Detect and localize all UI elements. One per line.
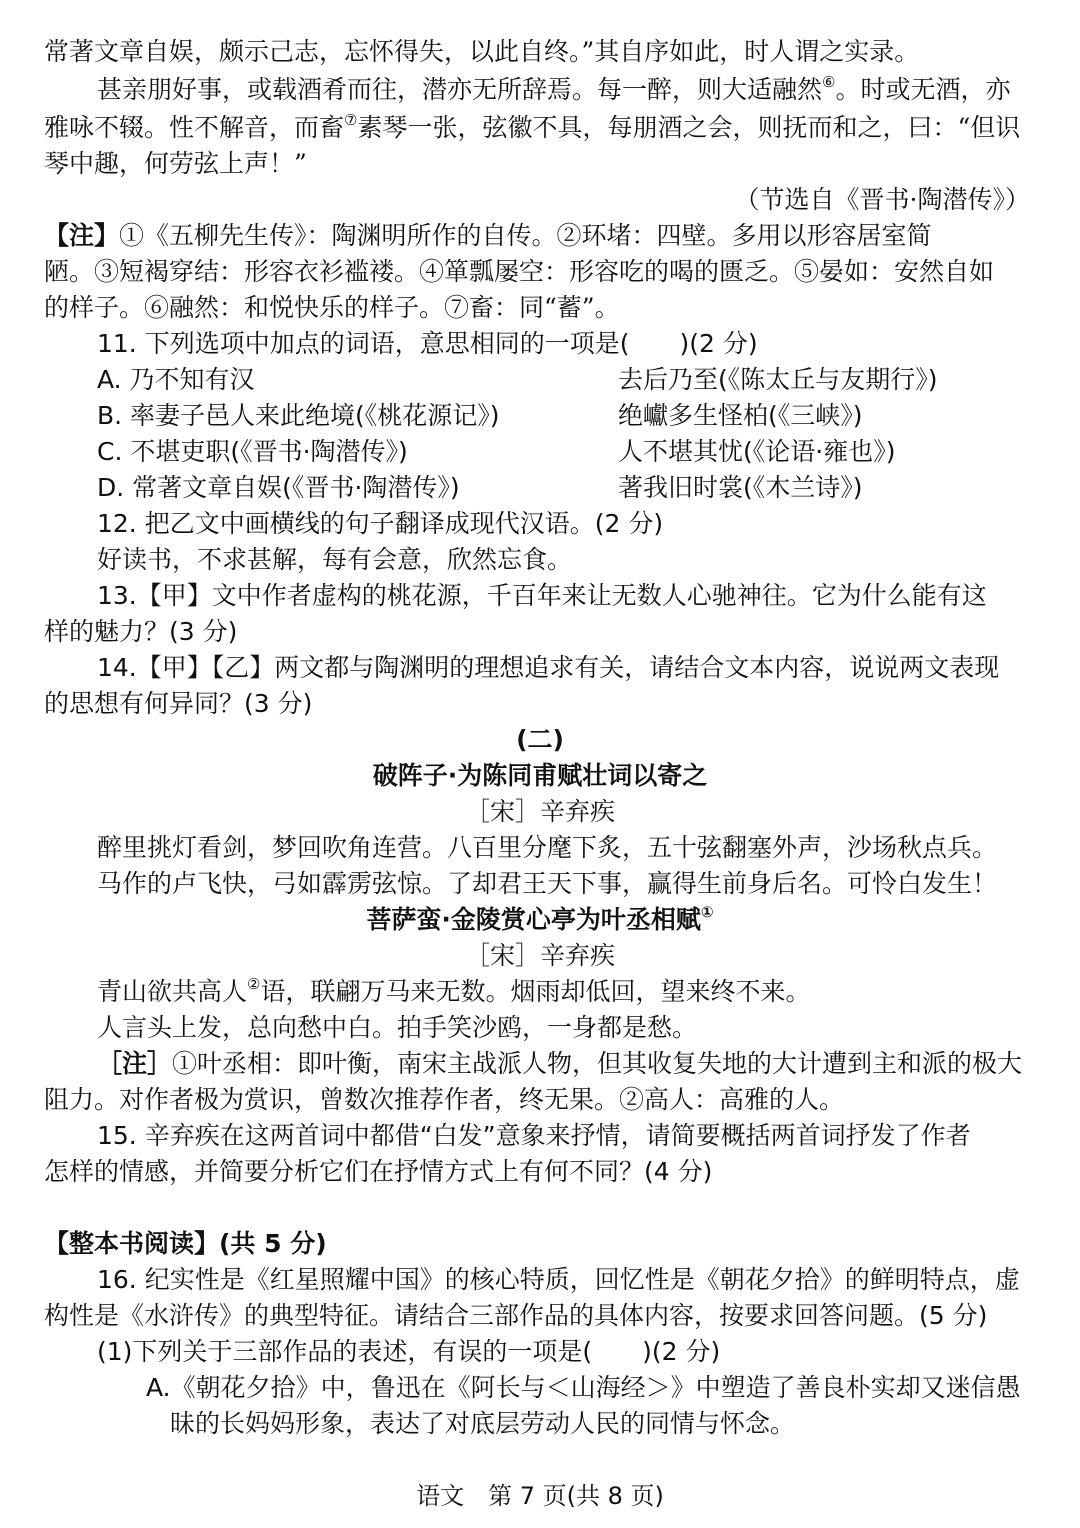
passage-line: 雅咏不辍。性不解音，而畜⑦素琴一张，弦徽不具，每朋酒之会，则抚而和之，曰：“但识 (44, 110, 1021, 142)
passage-line: 琴中趣，何劳弦上声！” (44, 149, 307, 178)
question-12-sentence: 好读书，不求甚解，每有会意，欣然忘食。 (97, 545, 573, 574)
notes-line: ［注］①叶丞相：即叶衡，南宋主战派人物，但其收复失地的大计遭到主和派的极大 (97, 1049, 1023, 1078)
notes-line: 的样子。⑥融然：和悦快乐的样子。⑦畜：同“蓄”。 (44, 293, 620, 322)
question-12-stem: 12. 把乙文中画横线的句子翻译成现代汉语。(2 分) (97, 509, 664, 538)
notes-line: 陋。③短褐穿结：形容衣衫褴褛。④箪瓢屡空：形容吃的喝的匮乏。⑤晏如：安然自如 (44, 257, 995, 286)
section-heading: (二) (516, 725, 564, 754)
question-16-line: 构性是《水浒传》的典型特征。请结合三部作品的具体内容，按要求回答问题。(5 分) (44, 1301, 988, 1330)
poem-title: 菩萨蛮·金陵赏心亭为叶丞相赋① (366, 902, 714, 934)
question-16-option-a: 昧的长妈妈形象，表达了对底层劳动人民的同情与怀念。 (170, 1409, 796, 1438)
footnote-marker: ② (247, 974, 261, 993)
passage-source: （节选自《晋书·陶潜传》） (734, 185, 1030, 214)
notes-line: 阻力。对作者极为赏识，曾数次推荐作者，终无果。②高人：高雅的人。 (44, 1085, 845, 1114)
notes-label: 【注】 (44, 221, 120, 250)
question-14-line: 的思想有何异同？(3 分) (44, 689, 313, 718)
question-15-line: 15. 辛弃疾在这两首词中都借“白发”意象来抒情，请简要概括两首词抒发了作者 (97, 1121, 971, 1150)
notes-line: 【注】①《五柳先生传》：陶渊明所作的自传。②环堵：四壁。多用以形容居室简 (44, 221, 932, 250)
question-16-sub1: (1)下列关于三部作品的表述，有误的一项是( )(2 分) (97, 1337, 721, 1366)
poem-title: 破阵子·为陈同甫赋壮词以寄之 (372, 761, 708, 790)
footnote-marker: ① (700, 902, 714, 921)
passage-line: 甚亲朋好事，或载酒肴而往，潜亦无所辞焉。每一醉，则大适融然⑥。时或无酒，亦 (97, 72, 1011, 104)
question-16-line: 16. 纪实性是《红星照耀中国》的核心特质，回忆性是《朝花夕拾》的鲜明特点，虚 (97, 1265, 1020, 1294)
poem-line: 青山欲共高人②语，联翩万马来无数。烟雨却低回，望来终不来。 (97, 974, 811, 1006)
question-15-line: 怎样的情感，并简要分析它们在抒情方式上有何不同？(4 分) (44, 1157, 713, 1186)
poem-line: 醉里挑灯看剑，梦回吹角连营。八百里分麾下炙，五十弦翻塞外声，沙场秋点兵。 (97, 833, 998, 862)
whole-book-heading: 【整本书阅读】(共 5 分) (44, 1229, 327, 1258)
exam-page: 常著文章自娱，颇示己志，忘怀得失，以此自终。”其自序如此，时人谓之实录。 甚亲朋好事，或载酒肴而往，潜亦无所辞焉。每一醉，则大适融然⑥。时或无酒，亦 雅咏不辍。性不解音，而畜⑦素琴一张，弦徽不具，每朋酒之会，则抚而和之，曰：“但识 琴中趣，何劳弦上声！” （节选自《晋书·陶潜传》） 【注】①《五柳先生传》：陶渊明所作的自传。②环堵：四壁。多用以形容居室简 陋。③短褐穿结：形容衣衫褴褛。④箪瓢屡空：形容吃的喝的匮乏。⑤晏如：安然自如 的样子。⑥融然：和悦快乐的样子。⑦畜：同“蓄”。 11. 下列选项中加点的词语，意思相同的一项是( )(2 分) A. 乃不知有汉 去后乃至(《陈太丘与友期行》) B. 率妻子邑人来此绝境(《桃花源记》) 绝巘多生怪柏(《三峡》) C. 不堪吏职(《晋书·陶潜传》) 人不堪其忧(《论语·雍也》) D. 常著文章自娱(《晋书·陶潜传》) 著我旧时裳(《木兰诗》) 12. 把乙文中画横线的句子翻译成现代汉语。(2 分) 好读书，不求甚解，每有会意，欣然忘食。 13.【甲】文中作者虚构的桃花源，千百年来让无数人心驰神往。它为什么能有这 样的魅力？(3 分) 14.【甲】【乙】两文都与陶渊明的理想追求有关，请结合文本内容，说说两文表现 的思想有何异同？(3 分) (二) 破阵子·为陈同甫赋壮词以寄之 ［宋］辛弃疾 醉里挑灯看剑，梦回吹角连营。八百里分麾下炙，五十弦翻塞外声，沙场秋点兵。 马作的卢飞快，弓如霹雳弦惊。了却君王天下事，赢得生前身后名。可怜白发生！ 菩萨蛮·金陵赏心亭为叶丞相赋① ［宋］辛弃疾 青山欲共高人②语，联翩万马来无数。烟雨却低回，望来终不来。 人言头上发，总向愁中白。拍手笑沙鸥，一身都是愁。 ［注］①叶丞相：即叶衡，南宋主战派人物，但其收复失地的大计遭到主和派的极大 阻力。对作者极为赏识，曾数次推荐作者，终无果。②高人：高雅的人。 15. 辛弃疾在这两首词中都借“白发”意象来抒情，请简要概括两首词抒发了作者 怎样的情感，并简要分析它们在抒情方式上有何不同？(4 分) 【整本书阅读】(共 5 分) 16. 纪实性是《红星照耀中国》的核心特质，回忆性是《朝花夕拾》的鲜明特点，虚 构性是《水浒传》的典型特征。请结合三部作品的具体内容，按要求回答问题。(5 分) (1)下列关于三部作品的表述，有误的一项是( )(2 分) A.《朝花夕拾》中，鲁迅在《阿长与＜山海经＞》中塑造了善良朴实却又迷信愚 昧的长妈妈形象，表达了对底层劳动人民的同情与怀念。 语文 第 7 页(共 8 页) (0, 0, 1080, 1528)
page-footer: 语文 第 7 页(共 8 页) (416, 1482, 664, 1510)
question-14-line: 14.【甲】【乙】两文都与陶渊明的理想追求有关，请结合文本内容，说说两文表现 (97, 653, 1000, 682)
passage-line: 常著文章自娱，颇示己志，忘怀得失，以此自终。”其自序如此，时人谓之实录。 (44, 37, 920, 66)
question-16-option-a: A.《朝花夕拾》中，鲁迅在《阿长与＜山海经＞》中塑造了善良朴实却又迷信愚 (146, 1373, 1021, 1402)
poem-author: ［宋］辛弃疾 (464, 941, 615, 970)
footnote-marker: ⑥ (822, 72, 836, 91)
question-11-stem: 11. 下列选项中加点的词语，意思相同的一项是( )(2 分) (97, 329, 758, 358)
poem-line: 人言头上发，总向愁中白。拍手笑沙鸥，一身都是愁。 (97, 1013, 698, 1042)
footnote-marker: ⑦ (344, 110, 358, 129)
poem-author: ［宋］辛弃疾 (464, 797, 615, 826)
question-13-line: 样的魅力？(3 分) (44, 617, 238, 646)
poem-line: 马作的卢飞快，弓如霹雳弦惊。了却君王天下事，赢得生前身后名。可怜白发生！ (97, 869, 998, 898)
question-13-line: 13.【甲】文中作者虚构的桃花源，千百年来让无数人心驰神往。它为什么能有这 (97, 581, 987, 610)
notes-label: ［注］ (97, 1049, 173, 1078)
